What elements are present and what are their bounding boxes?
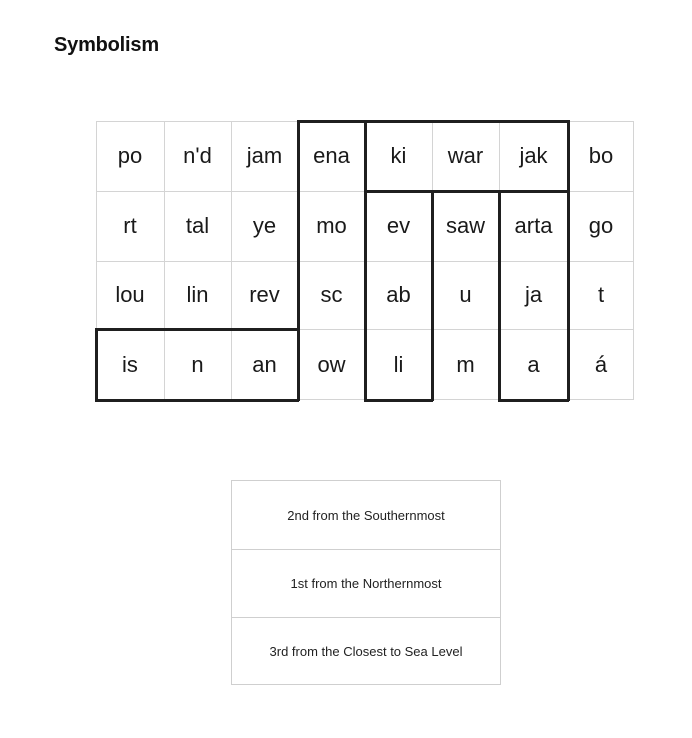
grid-cell-r2-c8: go (588, 213, 614, 238)
grid-cell-r4-c5: li (393, 351, 404, 377)
grid-cell-r2-c1: rt (123, 213, 137, 238)
region-border (364, 120, 569, 123)
grid-cell-r2-c2: tal (185, 213, 210, 238)
grid-cell-r3-c1: lou (115, 282, 145, 307)
grid-cell-r1-c8: bo (588, 143, 614, 168)
grid-cell-r3-c8: t (597, 282, 605, 307)
grid-cell-r2-c4: mo (316, 213, 347, 238)
region-border (95, 399, 299, 402)
region-border (364, 399, 433, 402)
grid-cell-r4-c6: m (456, 351, 475, 377)
grid-cell-r1-c1: po (117, 143, 143, 168)
grid-cell-r3-c7: ja (524, 282, 543, 307)
clue-2: 1st from the Northernmost (232, 549, 500, 617)
grid-cell-r2-c7: arta (514, 213, 553, 238)
clue-1: 2nd from the Southernmost (287, 507, 445, 523)
grid-cell-r4-c3: an (252, 351, 277, 377)
grid-cell-r1-c4: ena (313, 143, 350, 168)
grid-cell-r2-c5: ev (386, 213, 411, 238)
region-border (297, 328, 300, 401)
grid-cell-r1-c6: war (447, 143, 484, 168)
syllable-grid (96, 121, 634, 400)
grid-cell-r1-c7: jak (519, 143, 548, 168)
grid-cell-r4-c4: ow (317, 351, 346, 377)
grid-cell-r4-c7: a (527, 351, 540, 377)
grid-cell-r3-c4: sc (320, 282, 343, 307)
region-border (498, 399, 569, 402)
region-border (567, 190, 570, 401)
region-border (95, 328, 98, 401)
grid-cell-r1-c2: n'd (183, 143, 212, 168)
clue-3: 3rd from the Closest to Sea Level (232, 617, 500, 685)
grid-cell-r1-c5: ki (390, 143, 407, 168)
page-title: Symbolism (54, 34, 159, 56)
grid-cell-r4-c8: á (594, 351, 608, 377)
grid-cell-r3-c6: u (459, 282, 472, 307)
region-border (95, 328, 299, 331)
clue-table (231, 480, 501, 685)
region-border (364, 190, 569, 193)
region-border (297, 120, 300, 330)
region-border (567, 120, 570, 192)
region-border (498, 190, 501, 401)
grid-cell-r3-c3: rev (249, 282, 280, 307)
grid-cell-r1-c3: jam (246, 143, 283, 168)
grid-cell-r3-c5: ab (386, 282, 411, 307)
region-border (364, 120, 367, 401)
grid-cell-r3-c2: lin (186, 282, 209, 307)
region-border (297, 120, 366, 123)
grid-cell-r2-c6: saw (445, 213, 486, 238)
region-border (431, 190, 434, 401)
grid-cell-r4-c2: n (191, 351, 204, 377)
grid-cell-r4-c1: is (122, 351, 138, 377)
grid-cell-r2-c3: ye (252, 213, 277, 238)
